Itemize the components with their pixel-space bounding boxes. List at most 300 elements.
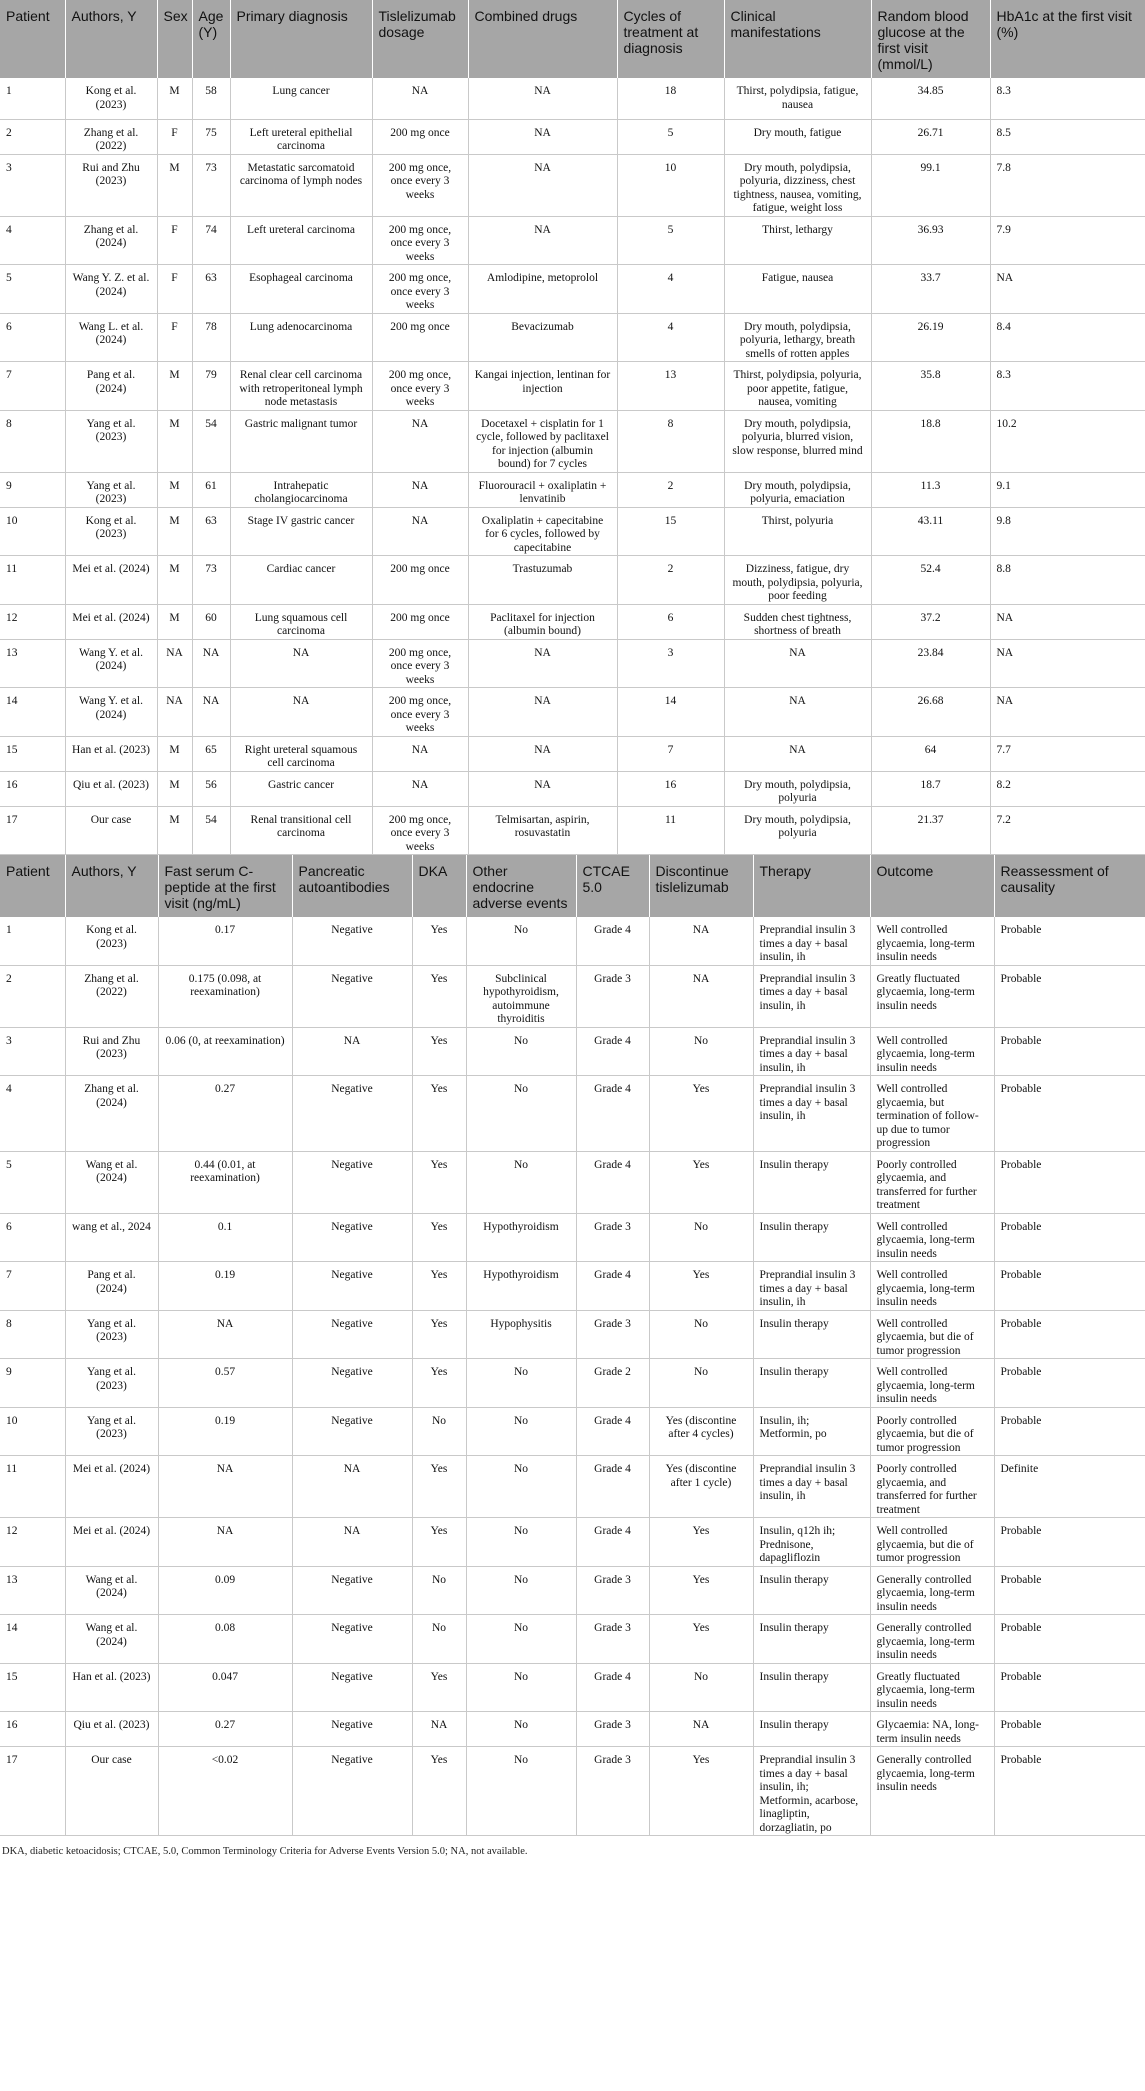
table-cell: NA: [230, 639, 372, 688]
table-cell: NA: [990, 639, 1145, 688]
table-cell: 5: [617, 119, 724, 154]
table-cell: Bevacizumab: [468, 313, 617, 362]
table-cell: 2: [0, 965, 65, 1027]
table-cell: No: [412, 1407, 466, 1456]
table-cell: 23.84: [871, 639, 990, 688]
column-header: Pancreatic autoantibodies: [292, 855, 412, 917]
table-cell: 33.7: [871, 265, 990, 314]
table-row: [0, 362, 1145, 411]
table-cell: 3: [0, 1027, 65, 1076]
table-cell: NA: [468, 771, 617, 806]
table-row: [0, 736, 1145, 771]
table-cell: 10.2: [990, 410, 1145, 472]
table-cell: NA: [990, 688, 1145, 737]
column-header: Authors, Y: [65, 855, 158, 917]
table-cell: 200 mg once, once every 3 weeks: [372, 265, 468, 314]
table-cell: Probable: [994, 1310, 1145, 1359]
table-cell: M: [157, 362, 192, 411]
table-cell: Grade 4: [576, 1076, 649, 1152]
table-cell: 8.3: [990, 78, 1145, 119]
table-cell: Thirst, lethargy: [724, 216, 871, 265]
table-row: [0, 604, 1145, 639]
table-cell: 8.5: [990, 119, 1145, 154]
table-cell: 8: [0, 410, 65, 472]
characteristics-table: [0, 0, 1145, 855]
table-cell: Grade 4: [576, 1151, 649, 1213]
table-cell: No: [466, 917, 576, 965]
table-cell: 13: [0, 1566, 65, 1615]
table-cell: Grade 4: [576, 1663, 649, 1712]
table-row: [0, 313, 1145, 362]
table-cell: Yes: [412, 1747, 466, 1836]
table-cell: 5: [0, 265, 65, 314]
column-header: Tislelizumab dosage: [372, 0, 468, 78]
table-cell: Yes: [649, 1076, 753, 1152]
table-cell: NA: [468, 119, 617, 154]
table-cell: Rui and Zhu (2023): [65, 1027, 158, 1076]
table-cell: Mei et al. (2024): [65, 1518, 158, 1567]
table-cell: Zhang et al. (2024): [65, 1076, 158, 1152]
table-cell: Preprandial insulin 3 times a day + basal insulin, ih: [753, 917, 870, 965]
table-cell: Negative: [292, 1262, 412, 1311]
table-cell: Dizziness, fatigue, dry mouth, polydipsia, polyuria, poor feeding: [724, 556, 871, 605]
table-cell: 2: [617, 556, 724, 605]
table-cell: 65: [192, 736, 230, 771]
table-cell: 8.4: [990, 313, 1145, 362]
table-cell: Thirst, polyuria: [724, 507, 871, 556]
table-cell: Yes (discontine after 1 cycle): [649, 1456, 753, 1518]
table-cell: Grade 2: [576, 1359, 649, 1408]
table-cell: Probable: [994, 1712, 1145, 1747]
table-cell: 10: [0, 1407, 65, 1456]
table-cell: 54: [192, 410, 230, 472]
table-cell: 56: [192, 771, 230, 806]
table-cell: Negative: [292, 1213, 412, 1262]
table-cell: 7.9: [990, 216, 1145, 265]
table-cell: Insulin therapy: [753, 1663, 870, 1712]
table-cell: 10: [617, 154, 724, 216]
table-cell: 1: [0, 78, 65, 119]
table-header-row: [0, 855, 1145, 917]
table-row: [0, 806, 1145, 855]
table-cell: Negative: [292, 1712, 412, 1747]
table-cell: Well controlled glycaemia, long-term insulin needs: [870, 1359, 994, 1408]
table-cell: 200 mg once: [372, 556, 468, 605]
table-cell: 61: [192, 472, 230, 507]
table-cell: No: [649, 1663, 753, 1712]
table-cell: Probable: [994, 1151, 1145, 1213]
table-cell: 200 mg once, once every 3 weeks: [372, 362, 468, 411]
column-header: Primary diagnosis: [230, 0, 372, 78]
table-row: [0, 1151, 1145, 1213]
table-cell: Yes: [412, 1456, 466, 1518]
table-cell: Kong et al. (2023): [65, 917, 158, 965]
table-cell: Preprandial insulin 3 times a day + basal insulin, ih: [753, 1456, 870, 1518]
table-cell: Probable: [994, 1663, 1145, 1712]
table-cell: No: [466, 1663, 576, 1712]
table-cell: M: [157, 78, 192, 119]
table-cell: Yes: [412, 1262, 466, 1311]
table-cell: M: [157, 410, 192, 472]
table-cell: 9.1: [990, 472, 1145, 507]
table-cell: Probable: [994, 1747, 1145, 1836]
table-cell: 5: [0, 1151, 65, 1213]
table-cell: Han et al. (2023): [65, 736, 157, 771]
table-cell: NA: [192, 688, 230, 737]
table-cell: Insulin therapy: [753, 1213, 870, 1262]
table-cell: 9: [0, 472, 65, 507]
table-cell: 2: [0, 119, 65, 154]
table-cell: NA: [158, 1310, 292, 1359]
table-cell: Our case: [65, 806, 157, 855]
table-cell: 11: [0, 556, 65, 605]
table-cell: Yes: [412, 1518, 466, 1567]
table-cell: Insulin therapy: [753, 1359, 870, 1408]
table-cell: 52.4: [871, 556, 990, 605]
table-cell: 36.93: [871, 216, 990, 265]
table-cell: Han et al. (2023): [65, 1663, 158, 1712]
table-cell: NA: [990, 265, 1145, 314]
table-cell: Negative: [292, 1310, 412, 1359]
table-row: [0, 472, 1145, 507]
table-cell: Grade 3: [576, 1712, 649, 1747]
table-cell: Qiu et al. (2023): [65, 1712, 158, 1747]
table-cell: Dry mouth, polydipsia, polyuria, blurred vision, slow response, blurred mind: [724, 410, 871, 472]
table-cell: Grade 3: [576, 1566, 649, 1615]
table-cell: Grade 3: [576, 1747, 649, 1836]
table-cell: Pang et al. (2024): [65, 1262, 158, 1311]
table-cell: F: [157, 313, 192, 362]
table-cell: 7: [617, 736, 724, 771]
table-row: [0, 965, 1145, 1027]
table-cell: 74: [192, 216, 230, 265]
table-cell: Yes: [412, 917, 466, 965]
table-cell: Negative: [292, 1407, 412, 1456]
table-cell: 17: [0, 806, 65, 855]
table-cell: 9.8: [990, 507, 1145, 556]
table-cell: Well controlled glycaemia, but die of tumor progression: [870, 1518, 994, 1567]
table-cell: No: [649, 1310, 753, 1359]
table-cell: M: [157, 771, 192, 806]
table-cell: Yes: [412, 1151, 466, 1213]
table-cell: Dry mouth, polydipsia, polyuria: [724, 771, 871, 806]
table-cell: 0.19: [158, 1262, 292, 1311]
table-cell: 73: [192, 154, 230, 216]
table-cell: 13: [617, 362, 724, 411]
table-cell: Yes: [412, 1310, 466, 1359]
table-cell: Zhang et al. (2022): [65, 965, 158, 1027]
table-cell: 3: [0, 154, 65, 216]
table-cell: NA: [649, 965, 753, 1027]
table-cell: NA: [468, 736, 617, 771]
table-cell: Renal clear cell carcinoma with retroperitoneal lymph node metastasis: [230, 362, 372, 411]
table-cell: Zhang et al. (2022): [65, 119, 157, 154]
table-cell: Negative: [292, 1359, 412, 1408]
table-cell: 79: [192, 362, 230, 411]
table-cell: 0.06 (0, at reexamination): [158, 1027, 292, 1076]
table-cell: Yes: [649, 1566, 753, 1615]
table-cell: NA: [468, 216, 617, 265]
table-cell: 8.3: [990, 362, 1145, 411]
table-cell: Stage IV gastric cancer: [230, 507, 372, 556]
table-row: [0, 1615, 1145, 1664]
table-row: [0, 688, 1145, 737]
table-row: [0, 216, 1145, 265]
table-cell: Oxaliplatin + capecitabine for 6 cycles, followed by capecitabine: [468, 507, 617, 556]
table-cell: Hypophysitis: [466, 1310, 576, 1359]
table-cell: Left ureteral carcinoma: [230, 216, 372, 265]
table-cell: Probable: [994, 1213, 1145, 1262]
table-cell: NA: [372, 771, 468, 806]
table-row: [0, 78, 1145, 119]
table-cell: Probable: [994, 1566, 1145, 1615]
table-cell: Gastric malignant tumor: [230, 410, 372, 472]
table-cell: NA: [372, 472, 468, 507]
table-cell: 0.175 (0.098, at reexamination): [158, 965, 292, 1027]
table-footnote: DKA, diabetic ketoacidosis; CTCAE, 5.0, Common Terminology Criteria for Adverse Events Version 5.0; NA, not available.: [2, 1846, 528, 1857]
table-cell: 11.3: [871, 472, 990, 507]
table-cell: Yes: [412, 1663, 466, 1712]
table-cell: Yes: [412, 1359, 466, 1408]
table-cell: NA: [292, 1518, 412, 1567]
table-cell: 12: [0, 604, 65, 639]
table-cell: 0.57: [158, 1359, 292, 1408]
table-row: [0, 1262, 1145, 1311]
table-cell: NA: [468, 688, 617, 737]
table-cell: Metastatic sarcomatoid carcinoma of lymph nodes: [230, 154, 372, 216]
table-cell: 5: [617, 216, 724, 265]
table-cell: 0.1: [158, 1213, 292, 1262]
column-header: Random blood glucose at the first visit (mmol/L): [871, 0, 990, 78]
table-cell: Grade 4: [576, 1407, 649, 1456]
table-cell: Subclinical hypothyroidism, autoimmune thyroiditis: [466, 965, 576, 1027]
table-cell: 4: [617, 265, 724, 314]
table-cell: 3: [617, 639, 724, 688]
table-cell: 63: [192, 265, 230, 314]
table-cell: Pang et al. (2024): [65, 362, 157, 411]
table-cell: 8: [617, 410, 724, 472]
table-cell: Generally controlled glycaemia, long-term insulin needs: [870, 1615, 994, 1664]
table-cell: 9: [0, 1359, 65, 1408]
table-cell: Wang Y. et al. (2024): [65, 688, 157, 737]
table-cell: Lung adenocarcinoma: [230, 313, 372, 362]
table-cell: 21.37: [871, 806, 990, 855]
table-cell: Yes: [649, 1615, 753, 1664]
table-cell: Docetaxel + cisplatin for 1 cycle, followed by paclitaxel for injection (albumin bound) for 7 cycles: [468, 410, 617, 472]
table-cell: F: [157, 216, 192, 265]
table-cell: NA: [468, 639, 617, 688]
table-cell: Probable: [994, 1359, 1145, 1408]
table-row: [0, 1747, 1145, 1836]
table-cell: Yes: [649, 1151, 753, 1213]
table-cell: NA: [292, 1456, 412, 1518]
table-cell: 43.11: [871, 507, 990, 556]
table-cell: 15: [0, 736, 65, 771]
table-cell: No: [649, 1027, 753, 1076]
table-cell: Negative: [292, 1615, 412, 1664]
table-cell: Probable: [994, 1262, 1145, 1311]
table-cell: No: [466, 1566, 576, 1615]
table-cell: M: [157, 556, 192, 605]
table-cell: NA: [724, 688, 871, 737]
table-cell: Telmisartan, aspirin, rosuvastatin: [468, 806, 617, 855]
table-cell: 6: [0, 313, 65, 362]
table-cell: NA: [158, 1456, 292, 1518]
table-cell: Yes: [412, 965, 466, 1027]
table-cell: 200 mg once: [372, 119, 468, 154]
table-cell: No: [466, 1027, 576, 1076]
table-row: [0, 639, 1145, 688]
table-cell: Probable: [994, 1615, 1145, 1664]
table-cell: Preprandial insulin 3 times a day + basal insulin, ih: [753, 1027, 870, 1076]
table-cell: Preprandial insulin 3 times a day + basal insulin, ih: [753, 1076, 870, 1152]
table-cell: No: [466, 1712, 576, 1747]
table-cell: Insulin therapy: [753, 1615, 870, 1664]
table-cell: 16: [0, 771, 65, 806]
table-cell: Probable: [994, 965, 1145, 1027]
table-cell: Dry mouth, polydipsia, polyuria, emaciation: [724, 472, 871, 507]
table-cell: Probable: [994, 917, 1145, 965]
table-cell: 200 mg once, once every 3 weeks: [372, 154, 468, 216]
table-cell: 200 mg once: [372, 604, 468, 639]
table-cell: NA: [372, 78, 468, 119]
table-cell: NA: [372, 507, 468, 556]
table-cell: Our case: [65, 1747, 158, 1836]
table-cell: Yang et al. (2023): [65, 472, 157, 507]
column-header: Therapy: [753, 855, 870, 917]
table-cell: 16: [617, 771, 724, 806]
table-cell: NA: [158, 1518, 292, 1567]
table-cell: M: [157, 472, 192, 507]
table-cell: 18: [617, 78, 724, 119]
table-cell: Yes: [649, 1518, 753, 1567]
table-cell: 7: [0, 1262, 65, 1311]
table-cell: Qiu et al. (2023): [65, 771, 157, 806]
table-cell: 26.19: [871, 313, 990, 362]
table-cell: Yang et al. (2023): [65, 1310, 158, 1359]
table-cell: Wang Y. et al. (2024): [65, 639, 157, 688]
table-cell: Amlodipine, metoprolol: [468, 265, 617, 314]
table-cell: 75: [192, 119, 230, 154]
table-cell: Yes (discontine after 4 cycles): [649, 1407, 753, 1456]
table-cell: F: [157, 119, 192, 154]
table-cell: Probable: [994, 1027, 1145, 1076]
table-row: [0, 265, 1145, 314]
table-cell: Negative: [292, 1151, 412, 1213]
table-cell: 7.2: [990, 806, 1145, 855]
table-row: [0, 1027, 1145, 1076]
table-cell: 14: [0, 1615, 65, 1664]
table-cell: 37.2: [871, 604, 990, 639]
column-header: HbA1c at the first visit (%): [990, 0, 1145, 78]
table-row: [0, 771, 1145, 806]
table-cell: NA: [412, 1712, 466, 1747]
table-cell: NA: [990, 604, 1145, 639]
table-cell: Mei et al. (2024): [65, 604, 157, 639]
table-cell: Preprandial insulin 3 times a day + basal insulin, ih: [753, 965, 870, 1027]
table-cell: Greatly fluctuated glycaemia, long-term insulin needs: [870, 1663, 994, 1712]
table-cell: 2: [617, 472, 724, 507]
table-cell: 99.1: [871, 154, 990, 216]
table-cell: NA: [649, 917, 753, 965]
table-cell: Sudden chest tightness, shortness of breath: [724, 604, 871, 639]
table-cell: 63: [192, 507, 230, 556]
table-cell: Insulin, q12h ih; Prednisone, dapagliflozin: [753, 1518, 870, 1567]
table-cell: Yes: [649, 1747, 753, 1836]
table-row: [0, 119, 1145, 154]
table-cell: 6: [617, 604, 724, 639]
table-cell: 10: [0, 507, 65, 556]
table-row: [0, 507, 1145, 556]
table-cell: Mei et al. (2024): [65, 556, 157, 605]
table-cell: 17: [0, 1747, 65, 1836]
table-row: [0, 1407, 1145, 1456]
table-cell: Glycaemia: NA, long-term insulin needs: [870, 1712, 994, 1747]
column-header: Combined drugs: [468, 0, 617, 78]
column-header: Patient: [0, 0, 65, 78]
table-cell: Well controlled glycaemia, long-term insulin needs: [870, 1262, 994, 1311]
table-cell: Mei et al. (2024): [65, 1456, 158, 1518]
table-cell: M: [157, 736, 192, 771]
table-cell: Grade 3: [576, 1213, 649, 1262]
table-cell: 54: [192, 806, 230, 855]
table-row: [0, 1310, 1145, 1359]
table-cell: Dry mouth, polydipsia, polyuria: [724, 806, 871, 855]
table-cell: Well controlled glycaemia, long-term insulin needs: [870, 917, 994, 965]
table-cell: Yang et al. (2023): [65, 1407, 158, 1456]
table-cell: Intrahepatic cholangiocarcinoma: [230, 472, 372, 507]
table-cell: Generally controlled glycaemia, long-term insulin needs: [870, 1566, 994, 1615]
table-cell: NA: [157, 688, 192, 737]
table-cell: 200 mg once, once every 3 weeks: [372, 216, 468, 265]
column-header: Authors, Y: [65, 0, 157, 78]
table-cell: Probable: [994, 1407, 1145, 1456]
table-cell: 34.85: [871, 78, 990, 119]
table-cell: M: [157, 507, 192, 556]
table-cell: 1: [0, 917, 65, 965]
table-cell: NA: [649, 1712, 753, 1747]
table-cell: Esophageal carcinoma: [230, 265, 372, 314]
column-header: Fast serum C-peptide at the first visit (ng/mL): [158, 855, 292, 917]
table-cell: No: [412, 1615, 466, 1664]
table-cell: No: [466, 1359, 576, 1408]
table-cell: Probable: [994, 1076, 1145, 1152]
table-cell: Dry mouth, fatigue: [724, 119, 871, 154]
table-cell: 78: [192, 313, 230, 362]
table-row: [0, 154, 1145, 216]
table-cell: Negative: [292, 1566, 412, 1615]
table-cell: Wang L. et al. (2024): [65, 313, 157, 362]
column-header: Reassessment of causality: [994, 855, 1145, 917]
table-cell: Yes: [412, 1027, 466, 1076]
table-cell: 7.8: [990, 154, 1145, 216]
table-cell: 26.68: [871, 688, 990, 737]
table-row: [0, 556, 1145, 605]
table-cell: Negative: [292, 1076, 412, 1152]
table-cell: 64: [871, 736, 990, 771]
table-cell: Insulin therapy: [753, 1712, 870, 1747]
table-cell: Grade 3: [576, 1615, 649, 1664]
table-row: [0, 1076, 1145, 1152]
table-cell: 0.27: [158, 1076, 292, 1152]
table-cell: Insulin therapy: [753, 1566, 870, 1615]
table-cell: Lung cancer: [230, 78, 372, 119]
table-row: [0, 1663, 1145, 1712]
table-cell: 13: [0, 639, 65, 688]
table-header-row: [0, 0, 1145, 78]
column-header: CTCAE 5.0: [576, 855, 649, 917]
table-cell: Grade 3: [576, 965, 649, 1027]
